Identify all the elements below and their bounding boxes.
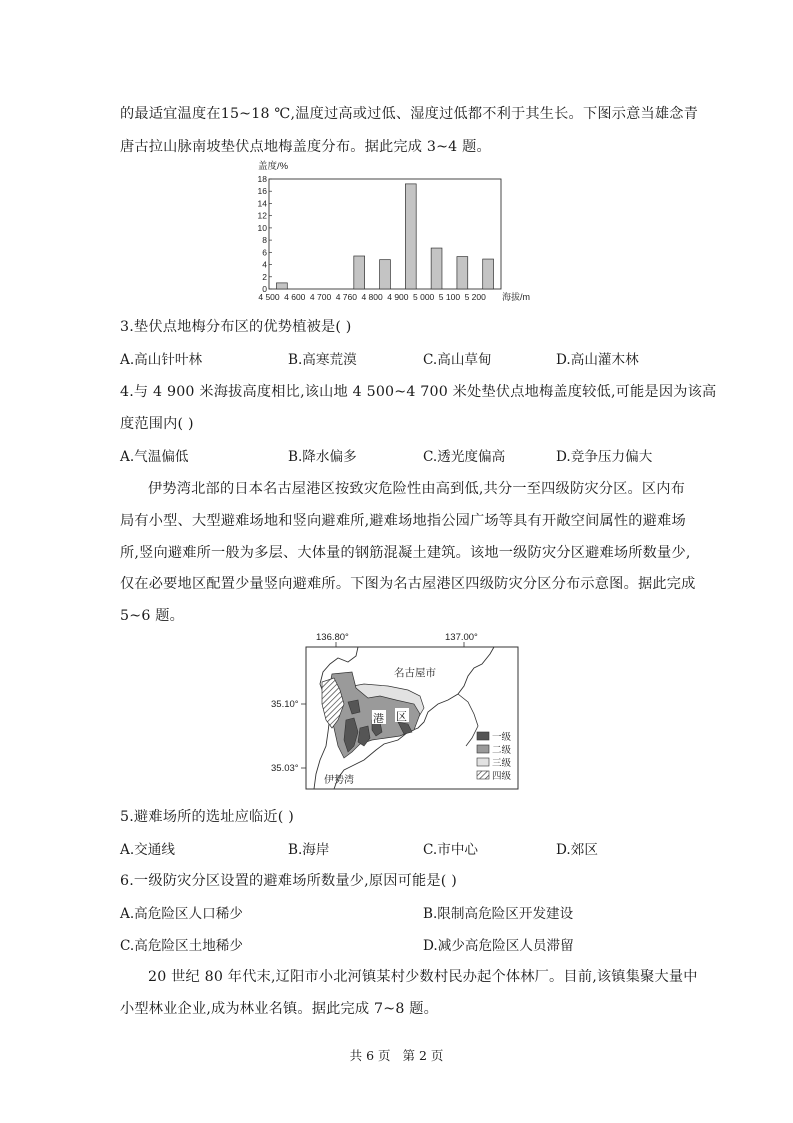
chart-ytick-label: 2 [262, 271, 267, 282]
map-port-char-2: 区 [396, 711, 407, 723]
chart-ytick-label: 8 [262, 235, 267, 246]
chart-xtick-label: 5 200 [464, 292, 486, 302]
passage2-line-3: 所,竖向避难所一般为多层、大体量的钢筋混凝土建筑。该地一级防灾分区避难场所数量少, [120, 545, 691, 561]
chart-bar [431, 248, 442, 289]
chart-bar [276, 283, 287, 289]
page-footer [0, 1046, 793, 1064]
chart-xtick-label: 4 800 [361, 292, 383, 302]
legend-swatch-level-1 [477, 732, 489, 740]
footer-total-pages: 共 6 页 [349, 1048, 391, 1063]
map-city-label: 名古屋市 [394, 667, 436, 679]
intro-line-1: 的最适宜温度在15~18 ℃,温度过高或过低、湿度过低都不利于其生长。下图示意当雄念青 [120, 106, 699, 122]
chart-ytick-label: 14 [257, 198, 267, 209]
map-lat-label-2: 35.03° [271, 763, 299, 774]
map-port-char-1: 港 [373, 713, 384, 725]
nagoya-port-map [268, 628, 528, 790]
chart-xtick-label: 4 600 [284, 292, 306, 302]
chart-ytick-label: 12 [257, 210, 267, 221]
q6-option-a[interactable]: A.高危险区人口稀少 [120, 906, 243, 922]
q3-option-b[interactable]: B.高寒荒漠 [288, 352, 357, 368]
q6-option-d[interactable]: D.减少高危险区人员滞留 [423, 938, 574, 954]
legend-swatch-level-3 [477, 758, 489, 766]
chart-xtick-label: 4 500 [258, 292, 280, 302]
coverage-bar-chart [255, 158, 555, 306]
chart-ytick-label: 4 [262, 259, 267, 270]
chart-ytick-label: 18 [257, 174, 267, 184]
chart-xlabel: 海拔/m [502, 292, 530, 302]
chart-ytick-label: 0 [262, 284, 267, 294]
q5-option-c[interactable]: C.市中心 [423, 842, 479, 858]
chart-bar [354, 256, 365, 289]
chart-bar [483, 259, 494, 289]
intro-line-2: 唐古拉山脉南坡垫伏点地梅盖度分布。据此完成 3~4 题。 [120, 139, 491, 155]
q6-option-c[interactable]: C.高危险区土地稀少 [120, 938, 243, 954]
chart-xtick-label: 4 700 [309, 292, 332, 302]
q6-option-b[interactable]: B.限制高危险区开发建设 [423, 906, 574, 922]
legend-label-level-4: 四级 [492, 771, 512, 782]
legend-swatch-level-4 [477, 771, 489, 779]
q4-option-a[interactable]: A.气温偏低 [120, 449, 189, 465]
q6-stem: 6.一级防灾分区设置的避难场所数量少,原因可能是( ) [120, 873, 457, 889]
q3-stem: 3.垫伏点地梅分布区的优势植被是( ) [120, 319, 352, 335]
chart-bar [380, 260, 391, 289]
passage2-line-2: 局有小型、大型避难场地和竖向避难所,避难场地指公园广场等具有开敞空间属性的避难场 [120, 513, 686, 529]
legend-label-level-3: 三级 [492, 758, 512, 769]
q4-option-d[interactable]: D.竞争压力偏大 [556, 449, 653, 465]
q4-stem-1: 4.与 4 900 米海拔高度相比,该山地 4 500~4 700 米处垫伏点地梅盖度较低,可能是因为该高 [120, 384, 717, 400]
q3-option-c[interactable]: C.高山草甸 [423, 352, 492, 368]
passage2-line-1: 伊势湾北部的日本名古屋港区按致灾危险性由高到低,共分一至四级防灾分区。区内布 [148, 481, 686, 497]
passage2-line-5: 5~6 题。 [120, 608, 185, 624]
q5-stem: 5.避难场所的选址应临近( ) [120, 809, 294, 825]
chart-ylabel: 盖度/% [258, 161, 289, 172]
passage2-line-4: 仅在必要地区配置少量竖向避难所。下图为名古屋港区四级防灾分区分布示意图。据此完成 [120, 576, 696, 592]
q3-option-a[interactable]: A.高山针叶林 [120, 352, 203, 368]
map-lat-label-1: 35.10° [271, 699, 299, 710]
legend-swatch-level-2 [477, 745, 489, 753]
chart-xtick-label: 4 760 [335, 292, 357, 302]
footer-page-number: 第 2 页 [402, 1048, 444, 1063]
chart-bar [405, 184, 416, 289]
q4-stem-2: 度范围内( ) [120, 416, 194, 432]
map-lon-label-1: 136.80° [316, 632, 349, 643]
map-bay-label: 伊势湾 [324, 775, 354, 786]
q5-option-a[interactable]: A.交通线 [120, 842, 175, 858]
q4-option-b[interactable]: B.降水偏多 [288, 449, 357, 465]
q3-option-d[interactable]: D.高山灌木林 [556, 352, 639, 368]
chart-ytick-label: 6 [262, 247, 267, 258]
q5-option-d[interactable]: D.郊区 [556, 842, 598, 858]
legend-label-level-1: 一级 [492, 732, 512, 743]
legend-label-level-2: 二级 [492, 745, 512, 756]
chart-ytick-label: 16 [257, 186, 267, 197]
q4-option-c[interactable]: C.透光度偏高 [423, 449, 506, 465]
passage3-line-1: 20 世纪 80 年代末,辽阳市小北河镇某村少数村民办起个体林厂。目前,该镇集聚大量中 [148, 969, 698, 985]
map-lon-label-2: 137.00° [445, 632, 478, 643]
q5-option-b[interactable]: B.海岸 [288, 842, 330, 858]
chart-xtick-label: 5 000 [413, 292, 435, 302]
chart-xtick-label: 5 100 [438, 292, 461, 302]
passage3-line-2: 小型林业企业,成为林业名镇。据此完成 7~8 题。 [120, 1001, 439, 1017]
chart-ytick-label: 10 [257, 222, 267, 233]
chart-bar [457, 257, 468, 289]
chart-xtick-label: 4 900 [387, 292, 409, 302]
